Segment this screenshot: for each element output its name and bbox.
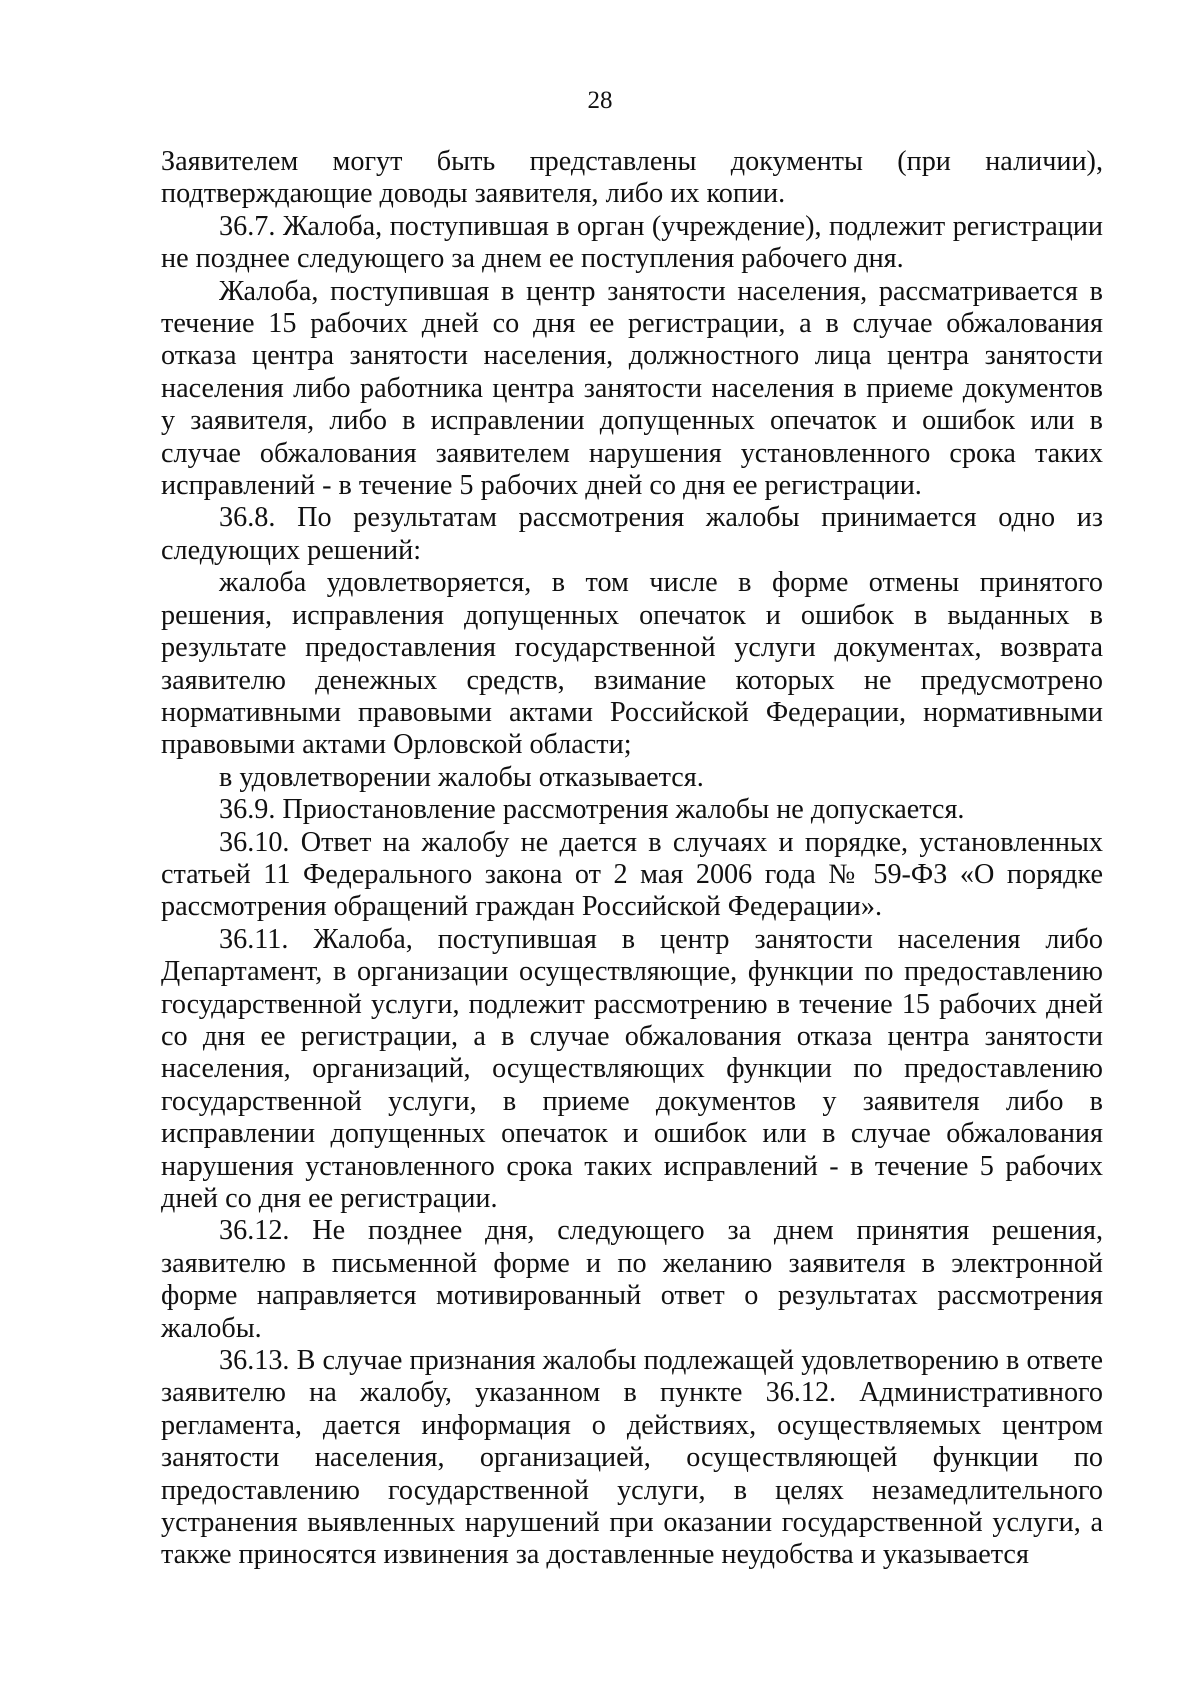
page-number: 28 (587, 87, 613, 114)
paragraph-36-7-review-term: Жалоба, поступившая в центр занятости населения, рассматривается в течение 15 рабочих дней со дня ее регистрации, а в случае обжалования отказа центра занятости населения, должностного лица центра занятости населения либо работника центра занятости населения в приеме документов у заявителя, либо в исправлении допущенных опечаток и ошибок или в случае обжалования заявителем нарушения установленного срока таких исправлений - в течение 5 рабочих дней со дня ее регистрации. (161, 275, 1103, 502)
paragraph-36-8-decision-refused: в удовлетворении жалобы отказывается. (219, 761, 704, 793)
paragraph-36-11: 36.11. Жалоба, поступившая в центр занятости населения либо Департамент, в организации осуществляющие, функции по предоставлению государственной услуги, подлежит рассмотрению в течение 15 рабочих дней со дня ее регистрации, а в случае обжалования отказа центра занятости населения, организаций, осуществляющих функции по предоставлению государственной услуги, в приеме документов у заявителя либо в исправлении допущенных опечаток и ошибок или в случае обжалования нарушения установленного срока таких исправлений - в течение 5 рабочих дней со дня ее регистрации. (161, 923, 1103, 1214)
paragraph-36-8: 36.8. По результатам рассмотрения жалобы принимается одно из следующих решений: (161, 502, 1103, 566)
document-body (161, 146, 1103, 1572)
paragraph-36-8-decision-satisfied: жалоба удовлетворяется, в том числе в форме отмены принятого решения, исправления допущенных опечаток и ошибок в выданных в результате предоставления государственной услуги документах, возврата заявителю денежных средств, взимание которых не предусмотрено нормативными правовыми актами Российской Федерации, нормативными правовыми актами Орловской области; (161, 567, 1103, 761)
paragraph-36-9: 36.9. Приостановление рассмотрения жалобы не допускается. (219, 794, 965, 826)
paragraph-36-12: 36.12. Не позднее дня, следующего за днем принятия решения, заявителю в письменной форме и по желанию заявителя в электронной форме направляется мотивированный ответ о результатах рассмотрения жалобы. (161, 1215, 1103, 1344)
paragraph-36-13: 36.13. В случае признания жалобы подлежащей удовлетворению в ответе заявителю на жалобу, указанном в пункте 36.12. Административного регламента, дается информация о действиях, осуществляемых центром занятости населения, организацией, осуществляющей функции по предоставлению государственной услуги, в целях незамедлительного устранения выявленных нарушений при оказании государственной услуги, а также приносятся извинения за доставленные неудобства и указывается (161, 1345, 1103, 1571)
paragraph-continuation: Заявителем могут быть представлены документы (при наличии), подтверждающие доводы заявителя, либо их копии. (161, 146, 1103, 210)
paragraph-36-7: 36.7. Жалоба, поступившая в орган (учреждение), подлежит регистрации не позднее следующего за днем ее поступления рабочего дня. (161, 210, 1103, 275)
paragraph-36-10: 36.10. Ответ на жалобу не дается в случаях и порядке, установленных статьей 11 Федерального закона от 2 мая 2006 года № 59-ФЗ «О порядке рассмотрения обращений граждан Российской Федерации». (161, 826, 1103, 923)
